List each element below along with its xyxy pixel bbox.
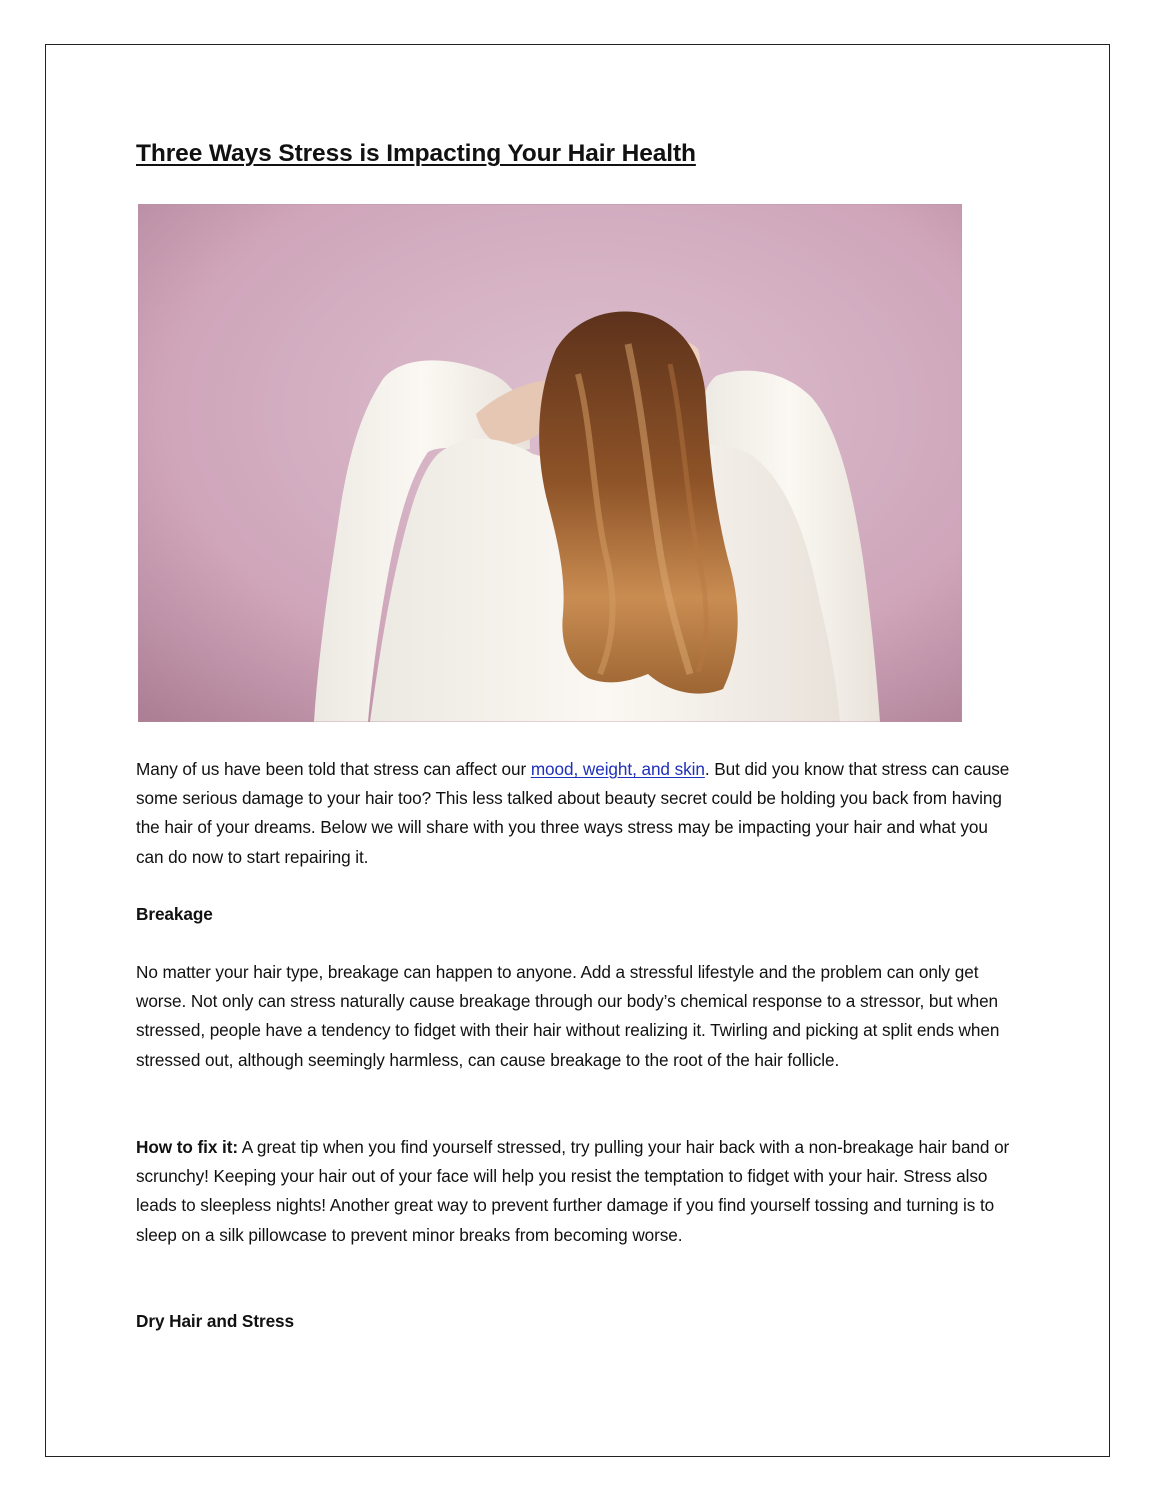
- page-title: Three Ways Stress is Impacting Your Hair Health: [136, 140, 696, 167]
- breakage-body: No matter your hair type, breakage can happen to anyone. Add a stressful lifestyle and the problem can only get worse. Not only can stress naturally cause breakage through our body’s chemical response to a stressor, but when stressed, people have a tendency to fidget with their hair without realizing it. Twirling and picking at split ends when stressed out, although seemingly harmless, can cause breakage to the root of the hair follicle.: [136, 962, 1000, 1070]
- fix-text: [136, 1133, 1018, 1250]
- breakage-heading: Breakage: [136, 904, 213, 924]
- intro-text: [136, 755, 1018, 872]
- fix-body: A great tip when you find yourself stressed, try pulling your hair back with a non-breakage hair band or scrunchy! Keeping your hair out of your face will help you resist the temptation to fidget with your hair. Stress also leads to sleepless nights! Another great way to prevent further damage if you find yourself tossing and turning is to sleep on a silk pillowcase to prevent minor breaks from becoming worse.: [136, 1137, 1010, 1245]
- fix-paragraph: [136, 1133, 1018, 1250]
- dry-hair-heading: Dry Hair and Stress: [136, 1311, 295, 1331]
- document-header: [136, 138, 1016, 170]
- intro-after-link: . But did you know that stress can cause some serious damage to your hair too? This less talked about beauty secret could be holding you back from having the hair of your dreams. Below we will share with you three ways stress may be impacting your hair and what you can do now to start repairing it.: [136, 759, 1010, 867]
- fix-label: How to fix it:: [136, 1137, 238, 1157]
- hero-image: [138, 204, 962, 722]
- mood-weight-skin-link[interactable]: mood, weight, and skin: [530, 759, 705, 779]
- breakage-paragraph: [136, 958, 1018, 1075]
- intro-paragraph: [136, 755, 1018, 872]
- intro-before-link: Many of us have been told that stress can affect our: [136, 759, 531, 779]
